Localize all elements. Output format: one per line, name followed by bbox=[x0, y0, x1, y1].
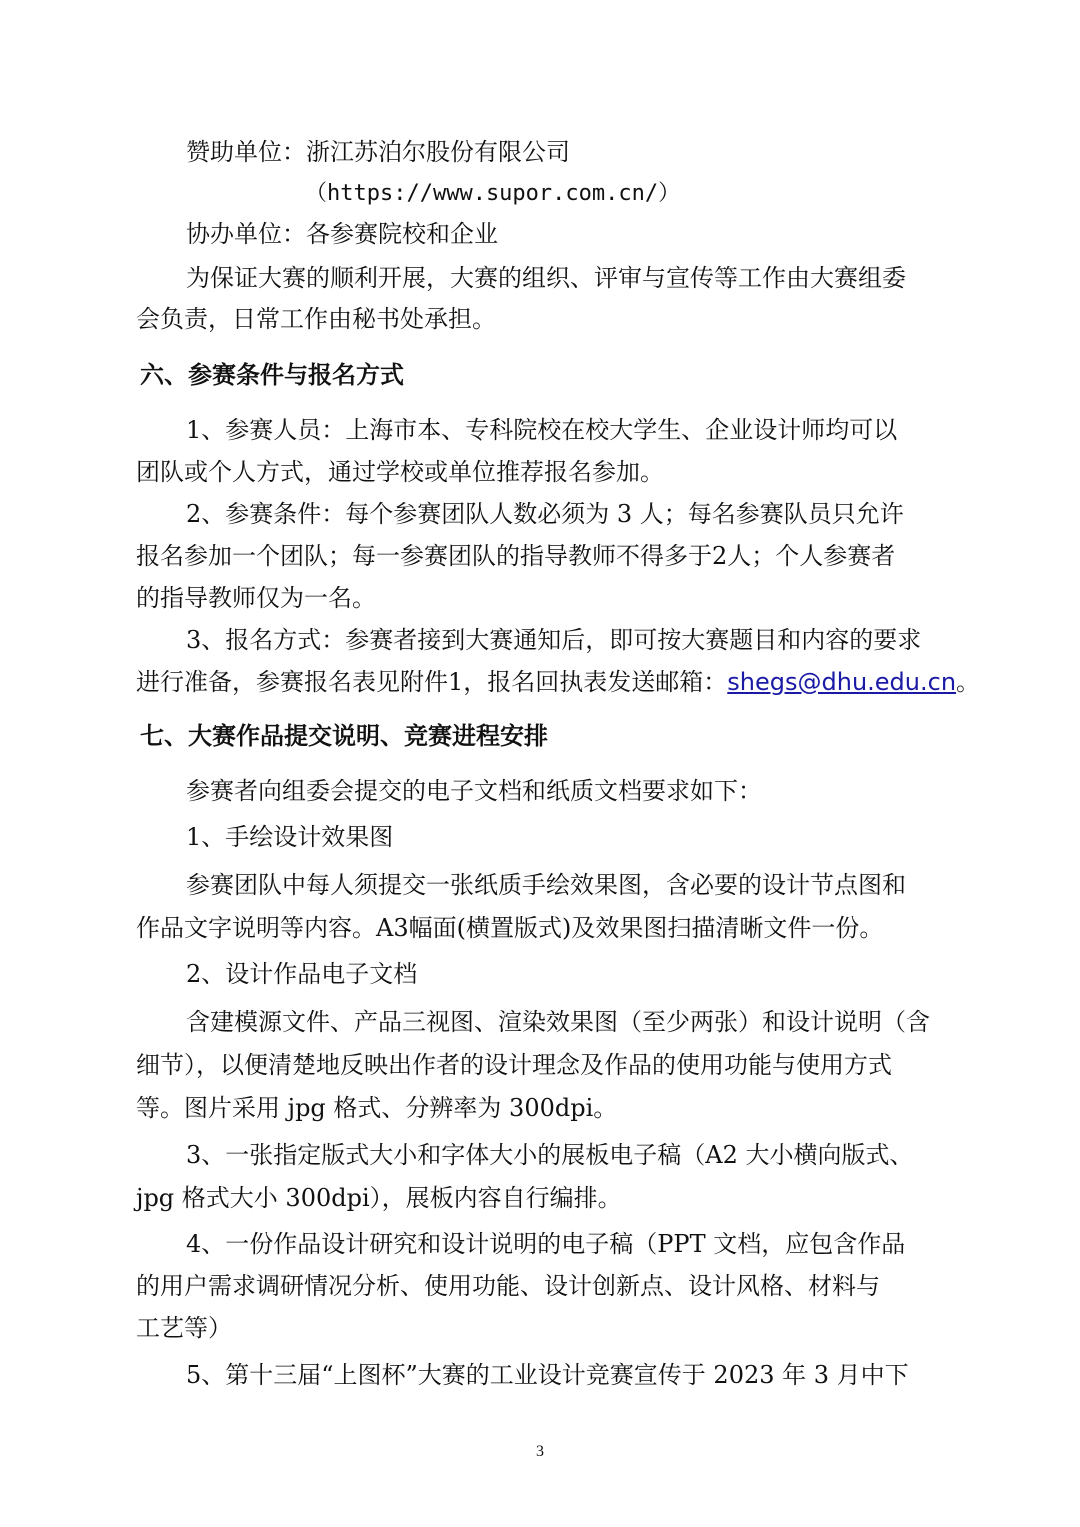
section6-item3-suffix: 。 bbox=[956, 668, 981, 696]
section7-item4-line: 4、一份作品设计研究和设计说明的电子稿（PPT 文档，应包含作品 bbox=[186, 1230, 906, 1258]
section6-item3-prefix: 进行准备，参赛报名表见附件1，报名回执表发送邮箱： bbox=[136, 668, 728, 696]
section7-item1-body-line: 作品文字说明等内容。A3幅面(横置版式)及效果图扫描清晰文件一份。 bbox=[136, 914, 884, 942]
section7-item3-line: jpg 格式大小 300dpi），展板内容自行编排。 bbox=[136, 1184, 622, 1212]
section7-heading: 七、大赛作品提交说明、竞赛进程安排 bbox=[140, 722, 548, 750]
section7-item2-body-line: 细节），以便清楚地反映出作者的设计理念及作品的使用功能与使用方式 bbox=[136, 1051, 892, 1079]
email-link[interactable]: shegs@dhu.edu.cn bbox=[727, 668, 957, 696]
coorganizer-line: 协办单位：各参赛院校和企业 bbox=[186, 220, 498, 248]
section6-heading: 六、参赛条件与报名方式 bbox=[140, 361, 404, 389]
section6-item1-line: 1、参赛人员：上海市本、专科院校在校大学生、企业设计师均可以 bbox=[186, 416, 898, 444]
section7-item1-title: 1、手绘设计效果图 bbox=[186, 823, 394, 851]
section7-item2-body-line: 含建模源文件、产品三视图、渲染效果图（至少两张）和设计说明（含 bbox=[186, 1008, 930, 1036]
section7-item4-line: 的用户需求调研情况分析、使用功能、设计创新点、设计风格、材料与 bbox=[136, 1272, 880, 1300]
section6-item2-line: 2、参赛条件：每个参赛团队人数必须为 3 人；每名参赛队员只允许 bbox=[186, 500, 904, 528]
section7-item5-line: 5、第十三届“上图杯”大赛的工业设计竞赛宣传于 2023 年 3 月中下 bbox=[186, 1361, 909, 1389]
section7-item2-body-line: 等。图片采用 jpg 格式、分辨率为 300dpi。 bbox=[136, 1094, 618, 1122]
section7-intro: 参赛者向组委会提交的电子文档和纸质文档要求如下： bbox=[186, 777, 762, 805]
section7-item1-body-line: 参赛团队中每人须提交一张纸质手绘效果图，含必要的设计节点图和 bbox=[186, 871, 906, 899]
section7-item2-title: 2、设计作品电子文档 bbox=[186, 960, 418, 988]
section6-item3-line: 3、报名方式：参赛者接到大赛通知后，即可按大赛题目和内容的要求 bbox=[186, 626, 922, 654]
org-paragraph-line: 为保证大赛的顺利开展，大赛的组织、评审与宣传等工作由大赛组委 bbox=[186, 264, 906, 292]
section6-item3-line2 bbox=[136, 662, 981, 702]
sponsor-url: （https://www.supor.com.cn/） bbox=[305, 181, 681, 206]
page-number: 3 bbox=[536, 1443, 544, 1460]
section7-item3-line: 3、一张指定版式大小和字体大小的展板电子稿（A2 大小横向版式、 bbox=[186, 1141, 914, 1169]
section6-item1-line: 团队或个人方式，通过学校或单位推荐报名参加。 bbox=[136, 458, 664, 486]
section6-item2-line: 报名参加一个团队；每一参赛团队的指导教师不得多于2人；个人参赛者 bbox=[136, 542, 896, 570]
section6-item2-line: 的指导教师仅为一名。 bbox=[136, 584, 376, 612]
sponsor-line: 赞助单位：浙江苏泊尔股份有限公司 bbox=[186, 138, 570, 166]
org-paragraph-line: 会负责，日常工作由秘书处承担。 bbox=[136, 305, 496, 333]
section7-item4-line: 工艺等） bbox=[136, 1314, 232, 1342]
